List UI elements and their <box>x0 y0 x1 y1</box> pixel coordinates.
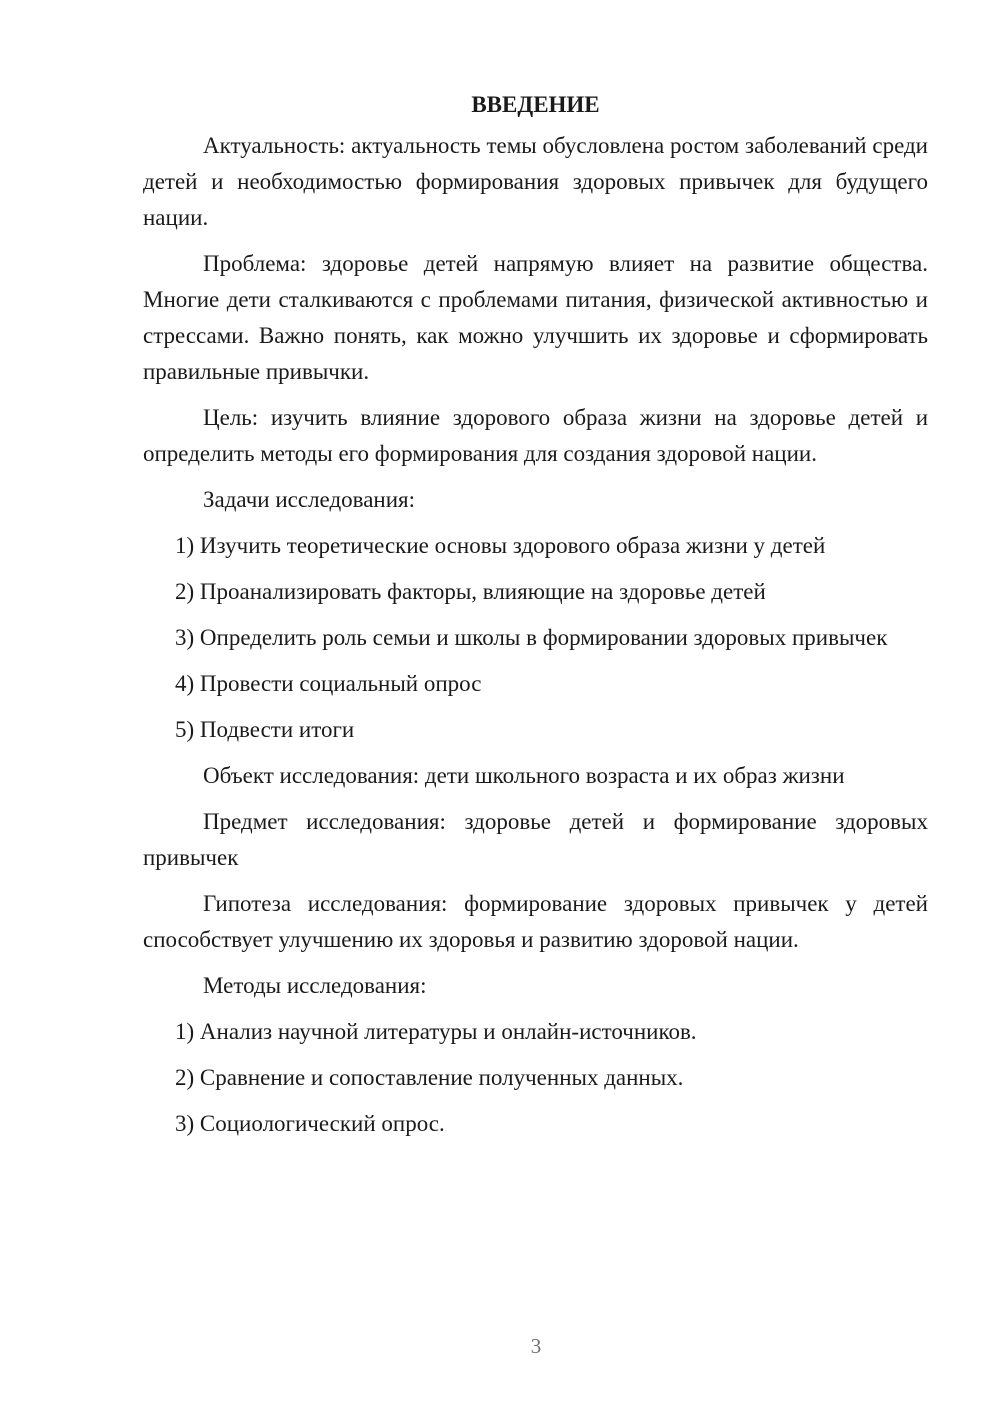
task-item: 1) Изучить теоретические основы здорового образа жизни у детей <box>175 533 826 558</box>
document-page <box>143 88 928 1152</box>
problem-paragraph: Проблема: здоровье детей напрямую влияет на развитие общества. Многие дети сталкиваются с проблемами питания, физической активностью и стрессами. Важно понять, как можно улучшить их здоровье и сформировать правильные привычки. <box>143 251 928 384</box>
relevance-paragraph: Актуальность: актуальность темы обусловлена ростом заболеваний среди детей и необходимостью формирования здоровых привычек для будущего нации. <box>143 133 928 230</box>
task-item: 4) Провести социальный опрос <box>175 671 482 696</box>
task-item: 5) Подвести итоги <box>175 717 355 742</box>
method-item: 3) Социологический опрос. <box>175 1111 445 1136</box>
hypothesis-paragraph: Гипотеза исследования: формирование здоровых привычек у детей способствует улучшению их здоровья и развитию здоровой нации. <box>143 891 928 952</box>
page-number: 3 <box>530 1334 542 1358</box>
section-title: ВВЕДЕНИЕ <box>471 92 600 117</box>
task-item: 2) Проанализировать факторы, влияющие на здоровье детей <box>175 579 766 604</box>
subject-paragraph: Предмет исследования: здоровье детей и формирование здоровых привычек <box>143 809 928 870</box>
tasks-heading: Задачи исследования: <box>203 487 416 512</box>
goal-paragraph: Цель: изучить влияние здорового образа жизни на здоровье детей и определить методы его формирования для создания здоровой нации. <box>143 405 928 466</box>
methods-heading: Методы исследования: <box>203 973 427 998</box>
method-item: 2) Сравнение и сопоставление полученных данных. <box>175 1065 684 1090</box>
object-paragraph: Объект исследования: дети школьного возраста и их образ жизни <box>203 763 845 788</box>
task-item: 3) Определить роль семьи и школы в формировании здоровых привычек <box>175 625 888 650</box>
method-item: 1) Анализ научной литературы и онлайн-источников. <box>175 1019 697 1044</box>
